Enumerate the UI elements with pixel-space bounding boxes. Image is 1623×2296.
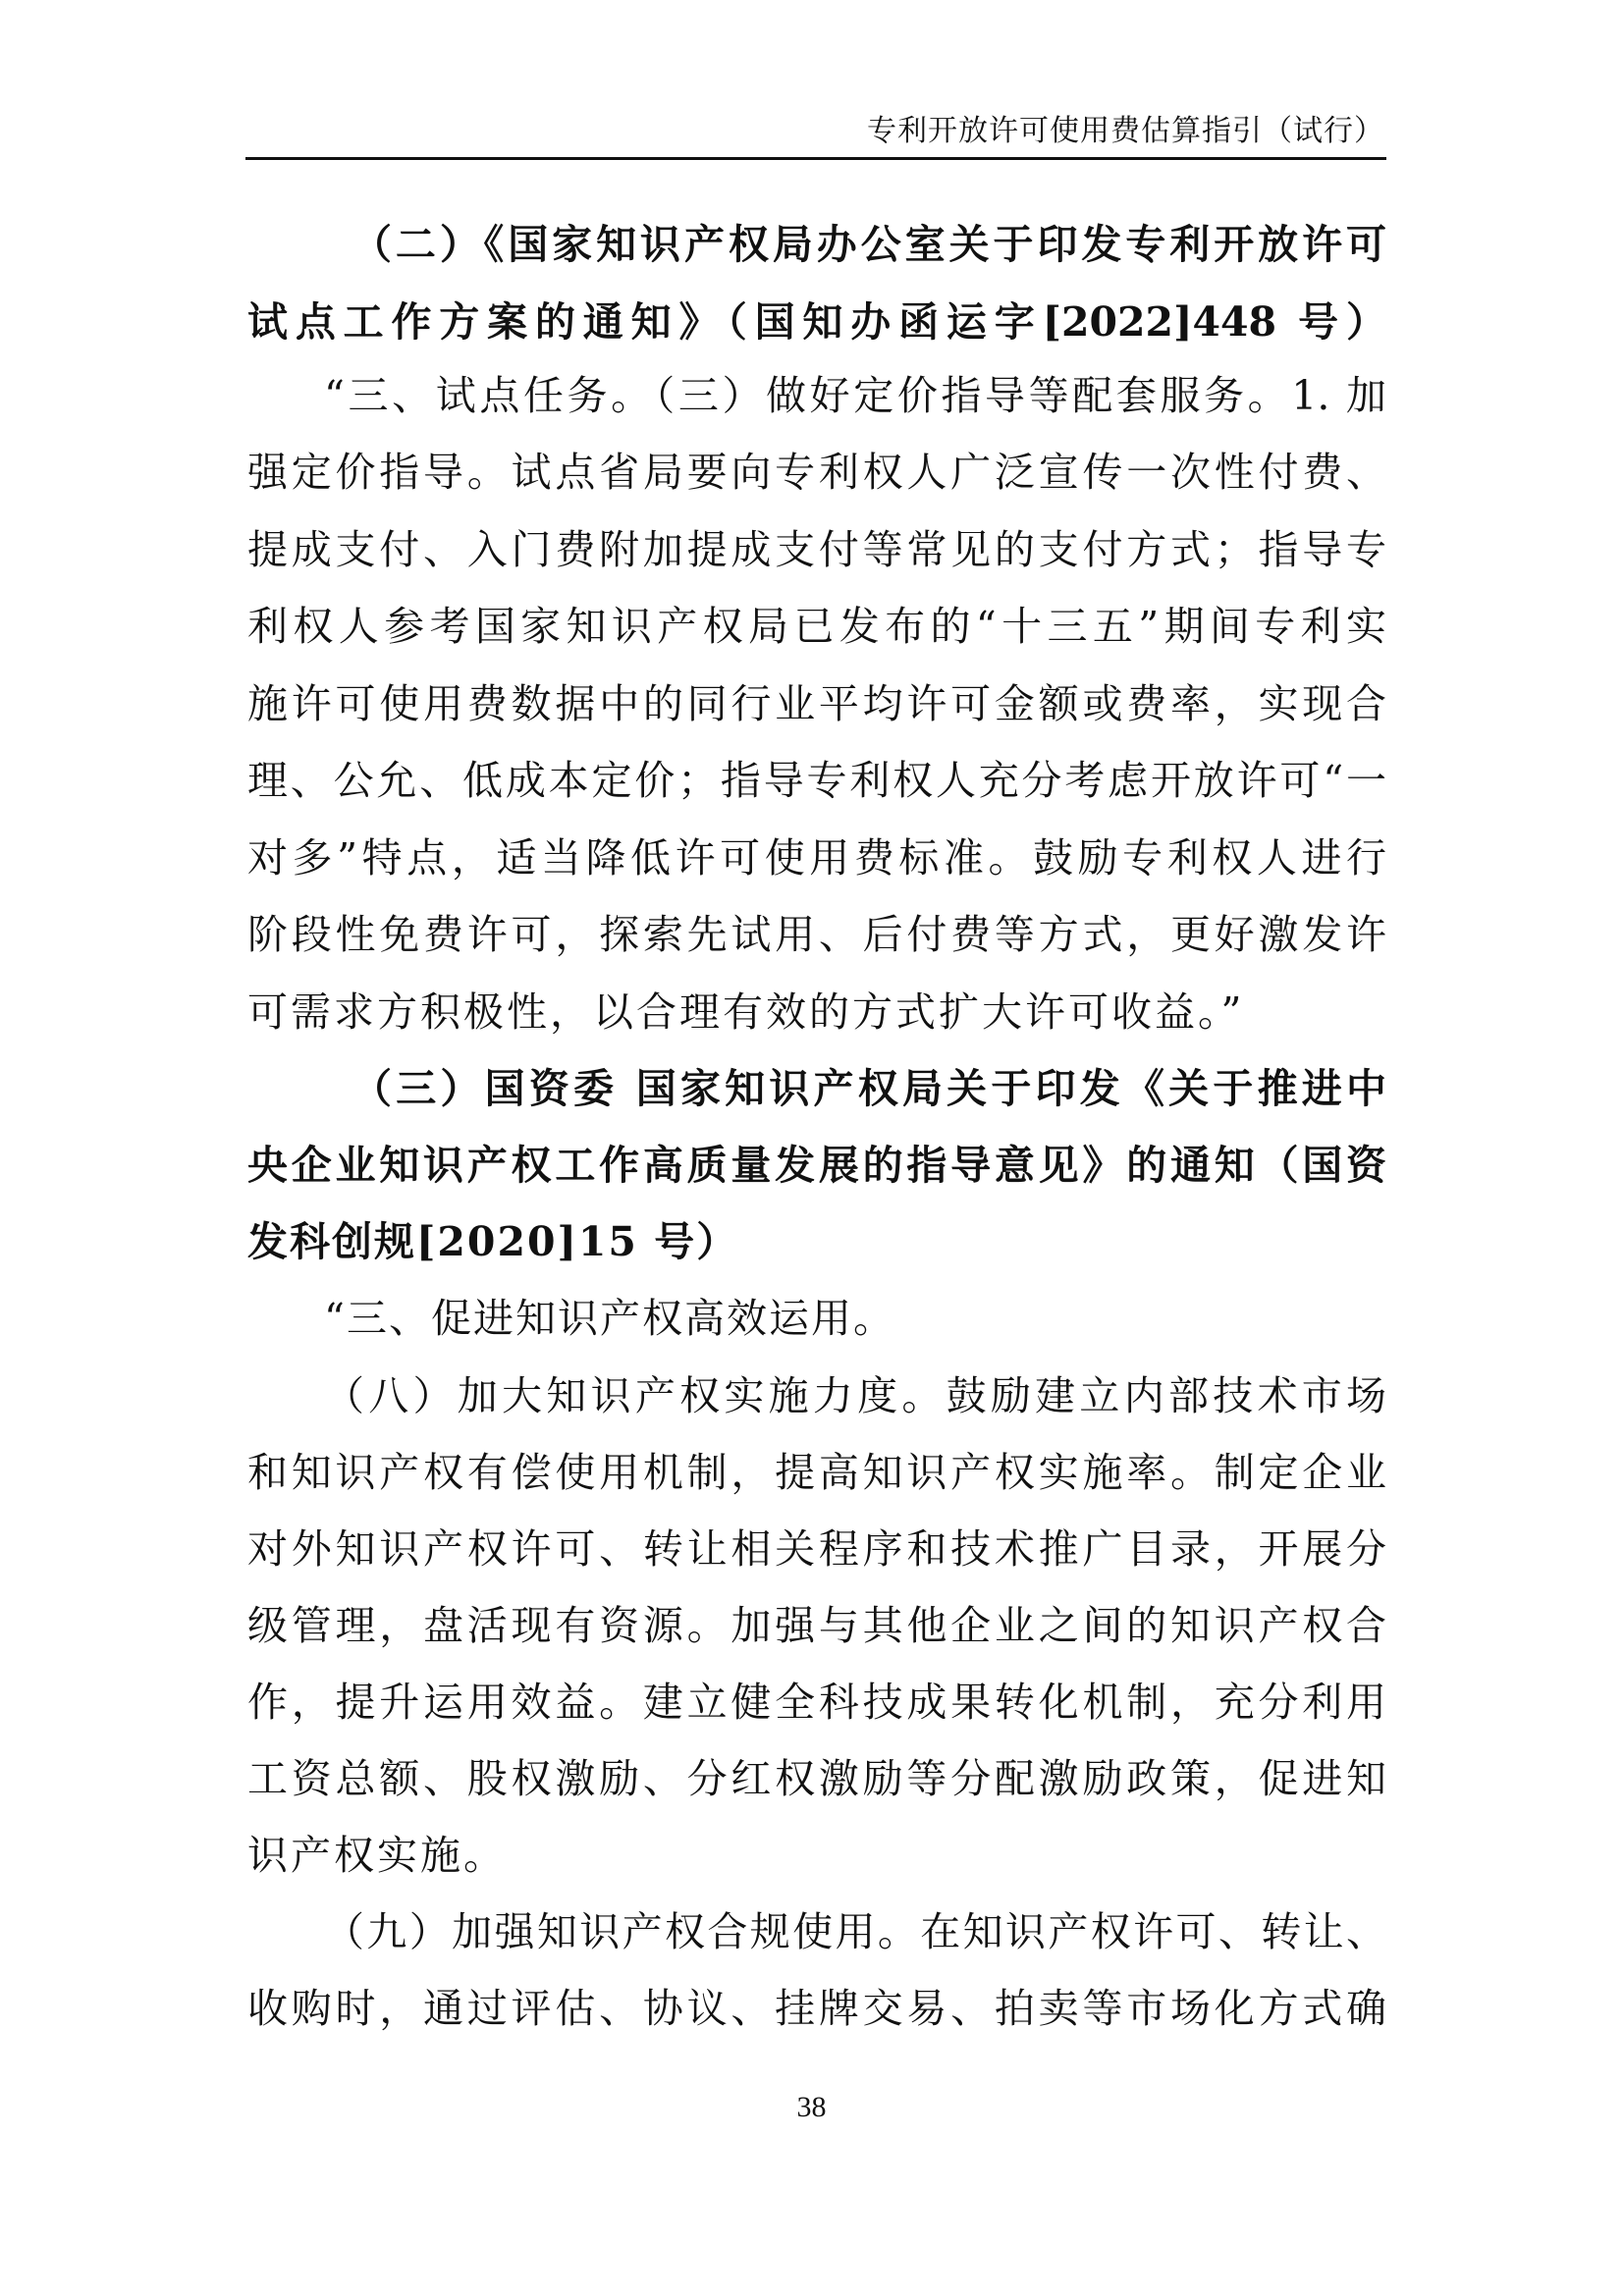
item-8-line-2: 和知识产权有偿使用机制，提高知识产权实施率。制定企业 xyxy=(247,1449,1386,1496)
quote-1-line-6: 理、公允、低成本定价；指导专利权人充分考虑开放许可“一 xyxy=(247,757,1386,804)
heading-3-line-1: （三）国资委 国家知识产权局关于印发《关于推进中 xyxy=(352,1065,1386,1112)
quote-1-line-7: 对多”特点，适当降低许可使用费标准。鼓励专利权人进行 xyxy=(247,834,1386,881)
item-8-line-3: 对外知识产权许可、转让相关程序和技术推广目录，开展分 xyxy=(247,1525,1386,1573)
quote-2-intro: “三、促进知识产权高效运用。 xyxy=(324,1295,895,1342)
quote-1-line-8: 阶段性免费许可，探索先试用、后付费等方式，更好激发许 xyxy=(247,911,1386,958)
quote-1-line-2: 强定价指导。试点省局要向专利权人广泛宣传一次性付费、 xyxy=(247,449,1386,496)
quote-1-line-9: 可需求方积极性，以合理有效的方式扩大许可收益。” xyxy=(247,988,1245,1036)
item-8-line-5: 作，提升运用效益。建立健全科技成果转化机制，充分利用 xyxy=(247,1679,1386,1726)
header-rule xyxy=(245,157,1386,160)
quote-1-line-5: 施许可使用费数据中的同行业平均许可金额或费率，实现合 xyxy=(247,680,1386,727)
running-header: 专利开放许可使用费估算指引（试行） xyxy=(867,114,1384,148)
item-9-line-1: （九）加强知识产权合规使用。在知识产权许可、转让、 xyxy=(324,1908,1386,1955)
heading-2-line-1: （二）《国家知识产权局办公室关于印发专利开放许可 xyxy=(352,221,1386,268)
heading-2-line-2: 试点工作方案的通知》（国知办函运字[2022]448 号） xyxy=(247,298,1386,346)
item-8-line-1: （八）加大知识产权实施力度。鼓励建立内部技术市场 xyxy=(324,1372,1386,1419)
item-8-line-7: 识产权实施。 xyxy=(247,1832,507,1879)
quote-1-line-3: 提成支付、入门费附加提成支付等常见的支付方式；指导专 xyxy=(247,526,1386,573)
item-9-line-2: 收购时，通过评估、协议、挂牌交易、拍卖等市场化方式确 xyxy=(247,1985,1386,2032)
heading-3-line-2: 央企业知识产权工作高质量发展的指导意见》的通知（国资 xyxy=(247,1142,1386,1189)
item-8-line-6: 工资总额、股权激励、分红权激励等分配激励政策，促进知 xyxy=(247,1755,1386,1802)
quote-1-line-4: 利权人参考国家知识产权局已发布的“十三五”期间专利实 xyxy=(247,603,1386,650)
heading-3-line-3: 发科创规[2020]15 号） xyxy=(247,1218,739,1265)
quote-1-line-1: “三、试点任务。（三）做好定价指导等配套服务。1. 加 xyxy=(324,372,1386,419)
page-number: 38 xyxy=(796,2091,827,2123)
item-8-line-4: 级管理，盘活现有资源。加强与其他企业之间的知识产权合 xyxy=(247,1602,1386,1649)
